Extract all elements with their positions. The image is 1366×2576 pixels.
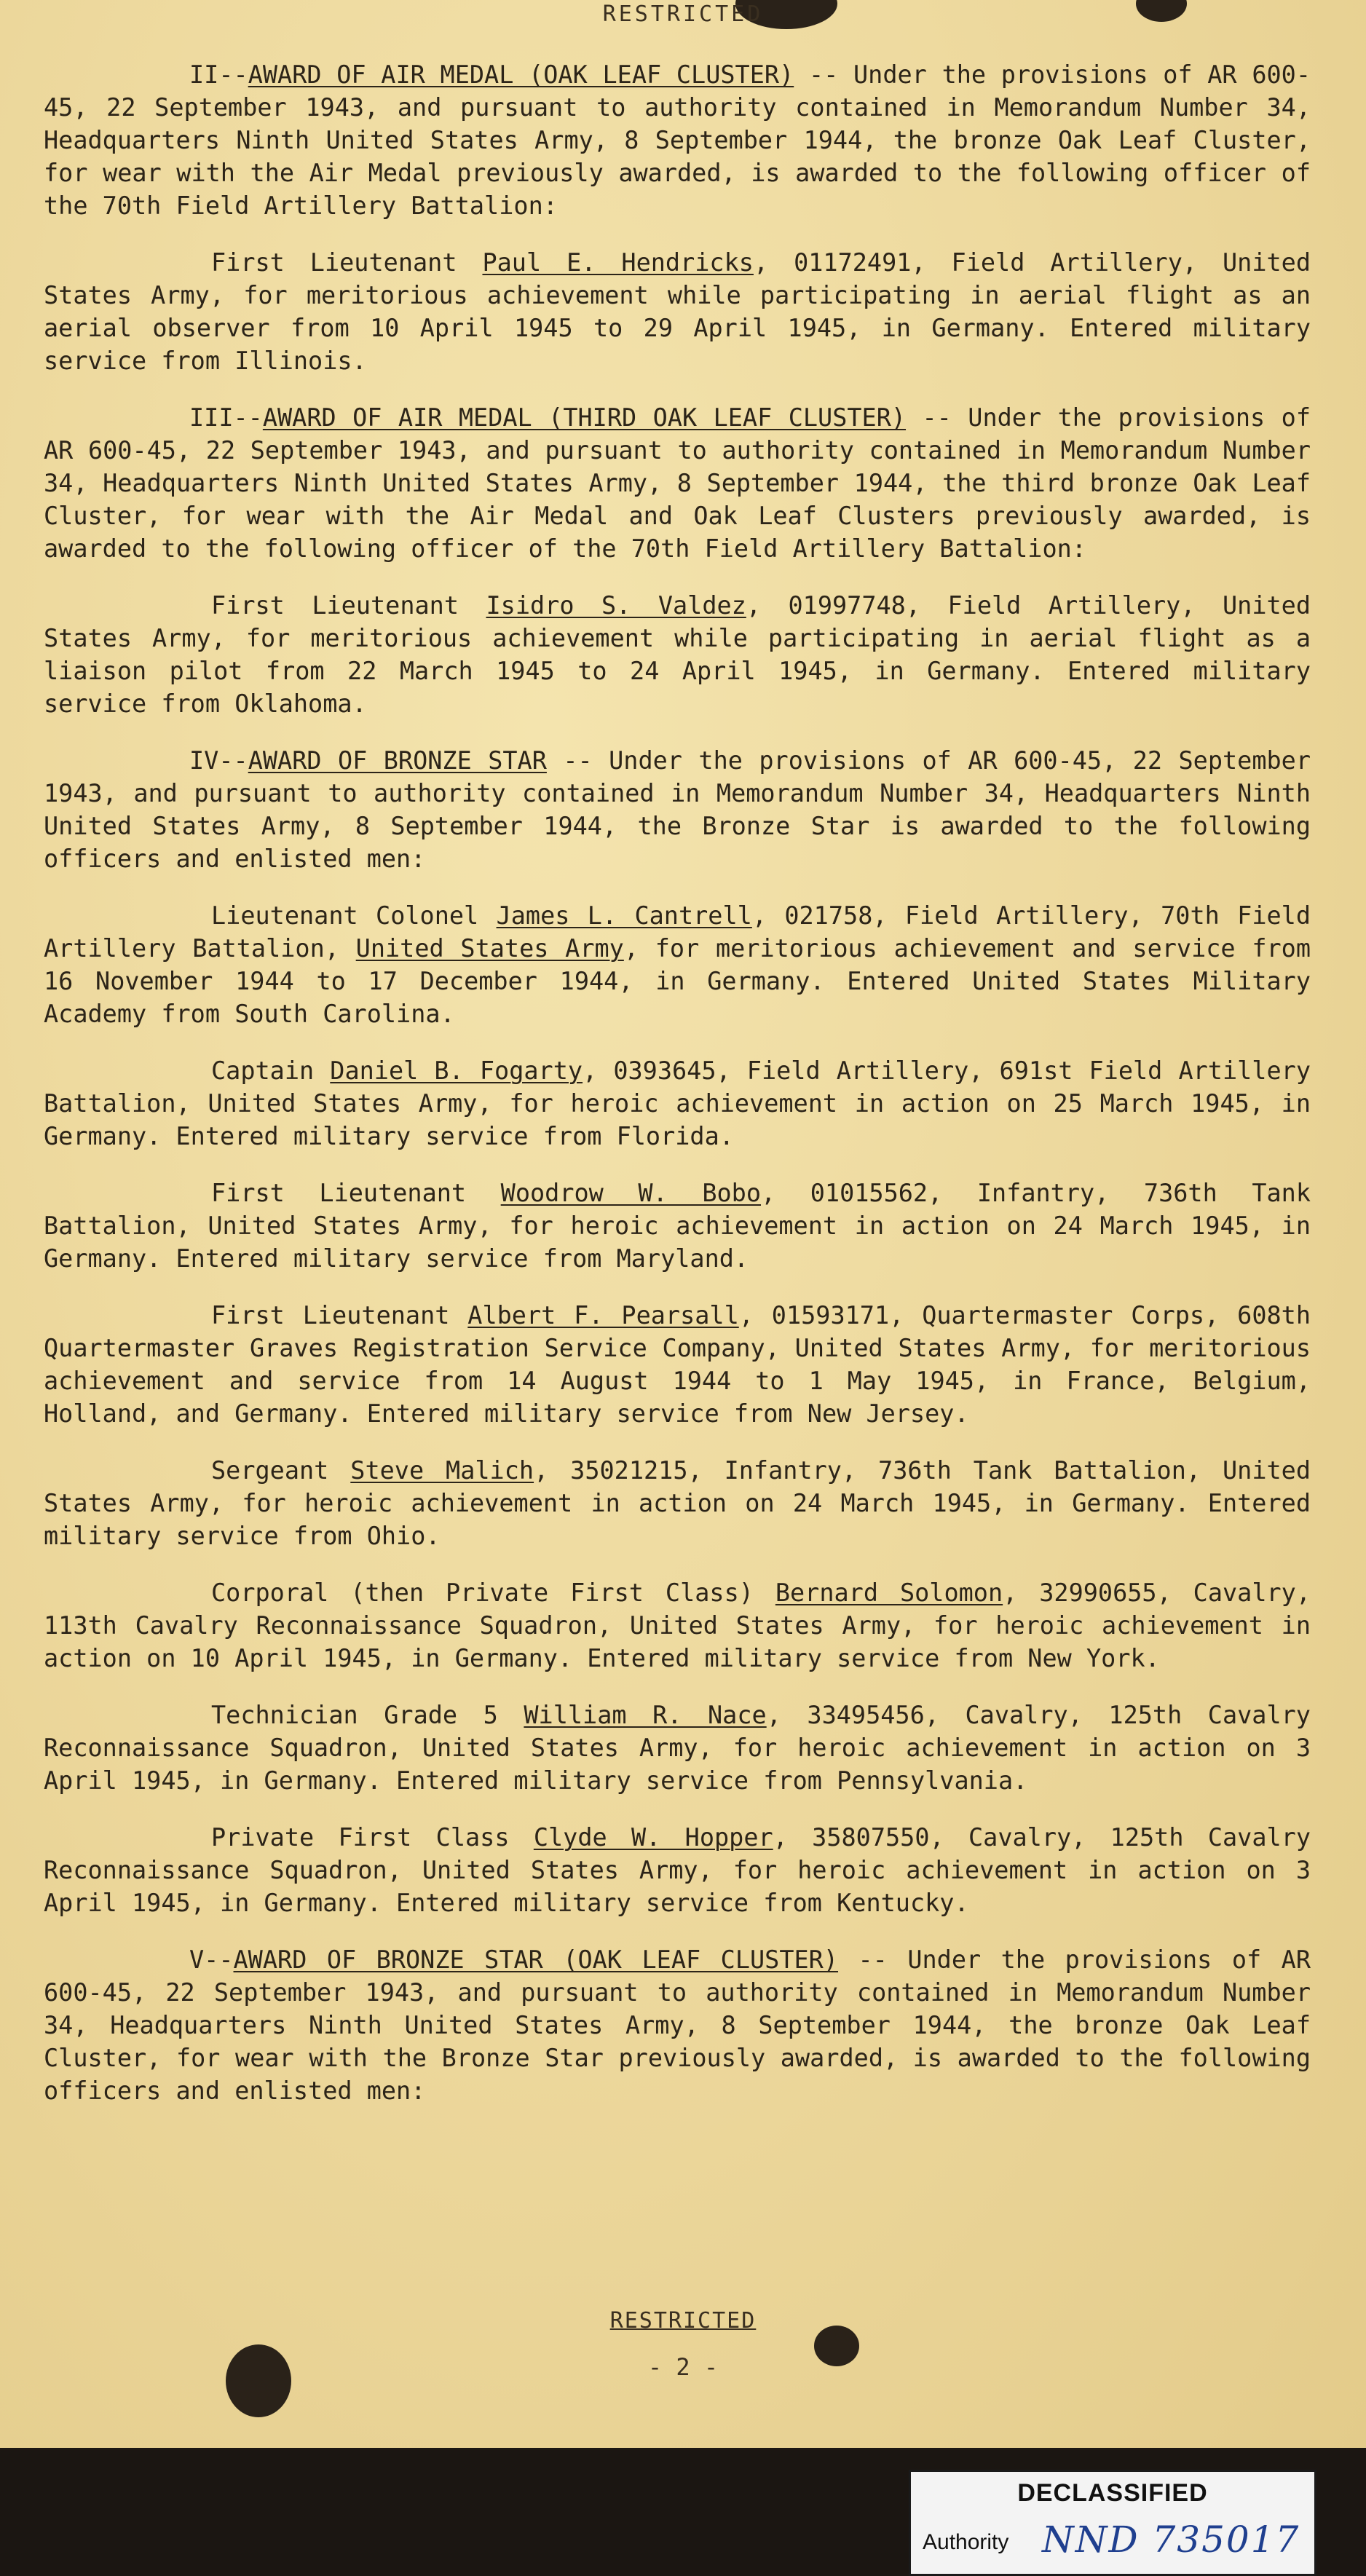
paragraph-text: V--	[189, 1945, 234, 1974]
paragraph-text: First Lieutenant	[211, 1301, 468, 1330]
underlined-text: AWARD OF AIR MEDAL (OAK LEAF CLUSTER)	[248, 60, 794, 89]
award-citation	[44, 1054, 1311, 1153]
stamp-authority-label: Authority	[923, 2530, 1009, 2554]
underlined-text: AWARD OF BRONZE STAR (OAK LEAF CLUSTER)	[233, 1945, 839, 1974]
section-paragraph	[44, 401, 1311, 565]
paragraph-text: Lieutenant Colonel	[211, 901, 497, 930]
paragraph-text: First Lieutenant	[211, 248, 483, 277]
paragraph-text: , 35021215, Infantry, 736th Tank Battalion, United States Army, for heroic achievement in action on 24 March 1945, in Germany. Entered military service from Ohio.	[44, 1456, 1311, 1550]
award-citation	[44, 246, 1311, 377]
paragraph-text: -- Under the provisions of AR 600-45, 22 September 1943, and pursuant to authority contained in Memorandum Number 34, Headquarters Ninth United States Army, 8 September 1944, the bronze Oak Leaf Cluster, for wear with the Air Medal previously awarded, is awarded to the following officer of the 70th Field Artillery Battalion:	[44, 60, 1311, 220]
underlined-text: William R. Nace	[524, 1701, 767, 1729]
paragraph-text: , 01172491, Field Artillery, United States Army, for meritorious achievement while participating in aerial flight as an aerial observer from 10 April 1945 to 29 April 1945, in Germany. Entered military service from Illinois.	[44, 248, 1311, 375]
award-citation	[44, 1177, 1311, 1275]
paragraph-text: , 0393645, Field Artillery, 691st Field Artillery Battalion, United States Army, for heroic achievement in action on 25 March 1945, in Germany. Entered military service from Florida.	[44, 1056, 1311, 1150]
paragraph-text: -- Under the provisions of AR 600-45, 22 September 1943, and pursuant to authority contained in Memorandum Number 34, Headquarters Ninth United States Army, 8 September 1944, the Bronze Star is awarded to the following officers and enlisted men:	[44, 746, 1311, 873]
declassified-stamp	[909, 2470, 1316, 2576]
paragraph-text: , 33495456, Cavalry, 125th Cavalry Reconnaissance Squadron, United States Army, for heroic achievement in action on 3 April 1945, in Germany. Entered military service from Pennsylvania.	[44, 1701, 1311, 1795]
award-citation	[44, 1576, 1311, 1675]
section-paragraph	[44, 744, 1311, 875]
paragraph-text: First Lieutenant	[211, 1179, 501, 1207]
paragraph-text: -- Under the provisions of AR 600-45, 22 September 1943, and pursuant to authority contained in Memorandum Number 34, Headquarters Ninth United States Army, 8 September 1944, the third bronze Oak Leaf Cluster, for wear with the Air Medal and Oak Leaf Clusters previously awarded, is awarded to the following officer of the 70th Field Artillery Battalion:	[44, 403, 1311, 563]
paragraph-text: Sergeant	[211, 1456, 351, 1485]
award-citation	[44, 899, 1311, 1030]
page-number: - 2 -	[647, 2353, 719, 2381]
award-citation	[44, 1821, 1311, 1919]
award-citation	[44, 1299, 1311, 1430]
paragraph-text: IV--	[189, 746, 248, 775]
paragraph-text: Captain	[211, 1056, 331, 1085]
underlined-text: Woodrow W. Bobo	[500, 1179, 761, 1207]
award-citation	[44, 1454, 1311, 1552]
underlined-text: Bernard Solomon	[775, 1579, 1003, 1607]
underlined-text: United States Army	[355, 934, 624, 963]
paragraph-text: First Lieutenant	[211, 591, 486, 620]
paragraph-text: , for meritorious achievement and service from 16 November 1944 to 17 December 1944, in Germany. Entered United States Military Academy from South Carolina.	[44, 934, 1311, 1028]
paragraph-text: , 021758, Field Artillery, 70th Field Artillery Battalion,	[44, 901, 1311, 963]
paragraph-text: , 35807550, Cavalry, 125th Cavalry Reconnaissance Squadron, United States Army, for heroic achievement in action on 3 April 1945, in Germany. Entered military service from Kentucky.	[44, 1823, 1311, 1917]
paragraph-text: II--	[189, 60, 248, 89]
section-paragraph	[44, 1943, 1311, 2107]
paragraph-text: Technician Grade 5	[211, 1701, 524, 1729]
paragraph-text: Private First Class	[211, 1823, 534, 1852]
paragraph-text: , 32990655, Cavalry, 113th Cavalry Reconnaissance Squadron, United States Army, for heroic achievement in action on 10 April 1945, in Germany. Entered military service from New York.	[44, 1579, 1311, 1672]
underlined-text: Isidro S. Valdez	[486, 591, 746, 620]
underlined-text: Steve Malich	[350, 1456, 534, 1485]
underlined-text: Albert F. Pearsall	[467, 1301, 739, 1330]
underlined-text: Paul E. Hendricks	[482, 248, 754, 277]
paragraph-text: -- Under the provisions of AR 600-45, 22 September 1943, and pursuant to authority contained in Memorandum Number 34, Headquarters Ninth United States Army, 8 September 1944, the bronze Oak Leaf Cluster, for wear with the Bronze Star previously awarded, is awarded to the following officers and enlisted men:	[44, 1945, 1311, 2105]
underlined-text: James L. Cantrell	[496, 901, 752, 930]
underlined-text: AWARD OF AIR MEDAL (THIRD OAK LEAF CLUSTER)	[262, 403, 907, 432]
award-citation	[44, 1699, 1311, 1797]
award-citation	[44, 589, 1311, 720]
paragraph-text: , 01015562, Infantry, 736th Tank Battalion, United States Army, for heroic achievement in action on 24 March 1945, in Germany. Entered military service from Maryland.	[44, 1179, 1311, 1273]
paragraph-text: , 01593171, Quartermaster Corps, 608th Quartermaster Graves Registration Service Company, United States Army, for meritorious achievement and service from 14 August 1944 to 1 May 1945, in France, Belgium, Holland, and Germany. Entered military service from New Jersey.	[44, 1301, 1311, 1428]
restricted-footer: RESTRICTED	[609, 2308, 757, 2334]
section-paragraph	[44, 58, 1311, 222]
paragraph-text: III--	[189, 403, 263, 432]
stamp-title: DECLASSIFIED	[1017, 2479, 1208, 2507]
underlined-text: AWARD OF BRONZE STAR	[248, 746, 547, 775]
document-body	[44, 58, 1311, 2131]
paragraph-text: Corporal (then Private First Class)	[211, 1579, 775, 1607]
underlined-text: Daniel B. Fogarty	[330, 1056, 583, 1085]
paragraph-text: , 01997748, Field Artillery, United States Army, for meritorious achievement while participating in aerial flight as a liaison pilot from 22 March 1945 to 24 April 1945, in Germany. Entered military service from Oklahoma.	[44, 591, 1311, 718]
underlined-text: Clyde W. Hopper	[533, 1823, 773, 1852]
stamp-authority-number: NND 735017	[1042, 2518, 1300, 2561]
restricted-header: RESTRICTED	[602, 1, 764, 27]
